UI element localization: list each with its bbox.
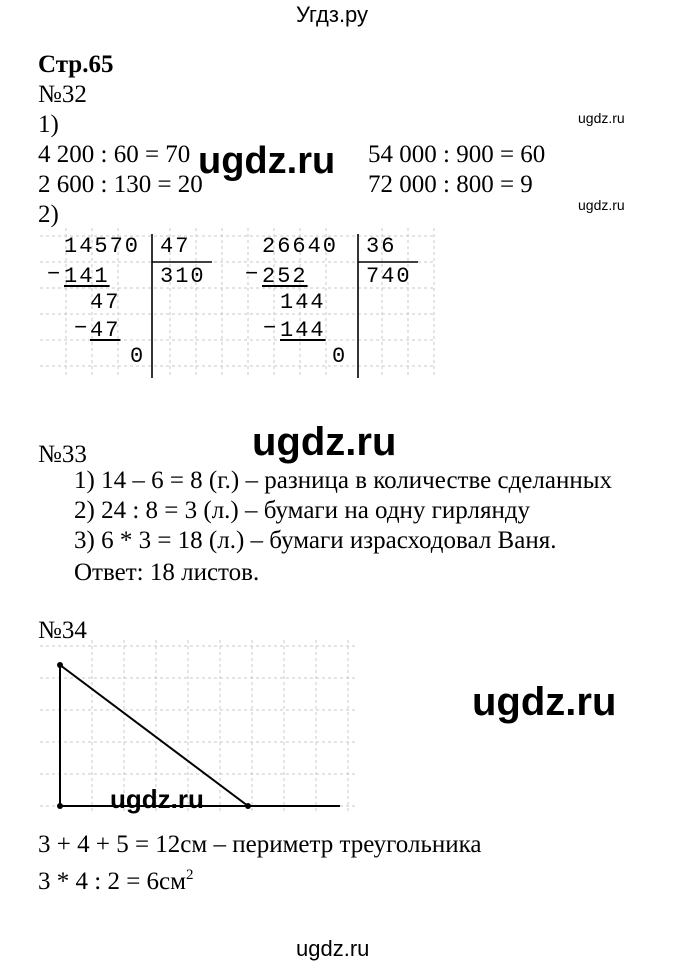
task32-part1-label: 1) [38, 111, 59, 138]
div1-final-remainder: 0 [130, 344, 146, 369]
div2-dividend: 26640 [262, 234, 339, 259]
div1-quotient: 310 [160, 264, 206, 289]
div1-minus-2: − [74, 316, 90, 341]
div1-remainder-1: 47 [90, 290, 121, 315]
task33-step-2: 2) 24 : 8 = 3 (л.) – бумаги на одну гирлянду [74, 497, 531, 524]
site-title: Угдз.ру [296, 2, 369, 27]
div2-minus-2: − [263, 316, 279, 341]
task32-equation-2: 54 000 : 900 = 60 [368, 141, 546, 168]
task32-equation-4: 72 000 : 800 = 9 [368, 171, 533, 198]
task32-equation-1: 4 200 : 60 = 70 [38, 141, 191, 168]
div1-divisor: 47 [160, 234, 191, 259]
div2-divisor: 36 [366, 234, 397, 259]
div2-minus-1: − [245, 262, 261, 287]
div1-dividend: 14570 [64, 234, 141, 259]
watermark-small-1: ugdz.ru [578, 110, 625, 126]
div2-subtrahend-2: 144 [280, 318, 326, 343]
task32-part2-label: 2) [38, 201, 59, 228]
task34-area-superscript: 2 [185, 867, 194, 883]
task34-perimeter: 3 + 4 + 5 = 12см – периметр треугольника [38, 831, 482, 858]
watermark-large-1: ugdz.ru [198, 140, 336, 182]
watermark-small-2: ugdz.ru [578, 197, 625, 213]
div1-subtrahend-2: 47 [90, 318, 121, 343]
task34-area [38, 860, 193, 897]
task32-number: №32 [38, 81, 87, 108]
div1-subtrahend-1: 141 [64, 264, 110, 289]
watermark-large-4: ugdz.ru [110, 784, 204, 814]
task33-step-1: 1) 14 – 6 = 8 (г.) – разница в количестве сделанных [74, 467, 613, 494]
page-reference: Стр.65 [38, 51, 114, 78]
task32-equation-3: 2 600 : 130 = 20 [38, 171, 203, 198]
watermark-large-3: ugdz.ru [472, 680, 617, 724]
div2-quotient: 740 [366, 264, 412, 289]
watermark-large-2: ugdz.ru [252, 420, 397, 464]
task33-number: №33 [38, 441, 87, 468]
div2-remainder-1: 144 [280, 290, 326, 315]
task34-area-text: 3 * 4 : 2 = 6см [38, 868, 186, 895]
div1-minus-1: − [47, 262, 63, 287]
div2-final-remainder: 0 [332, 344, 348, 369]
task33-step-3: 3) 6 * 3 = 18 (л.) – бумаги израсходовал Ваня. [74, 527, 557, 554]
task34-number: №34 [38, 617, 87, 644]
task33-answer: Ответ: 18 листов. [74, 559, 260, 586]
div2-subtrahend-1: 252 [262, 264, 308, 289]
footer-site: ugdz.ru [296, 936, 370, 961]
